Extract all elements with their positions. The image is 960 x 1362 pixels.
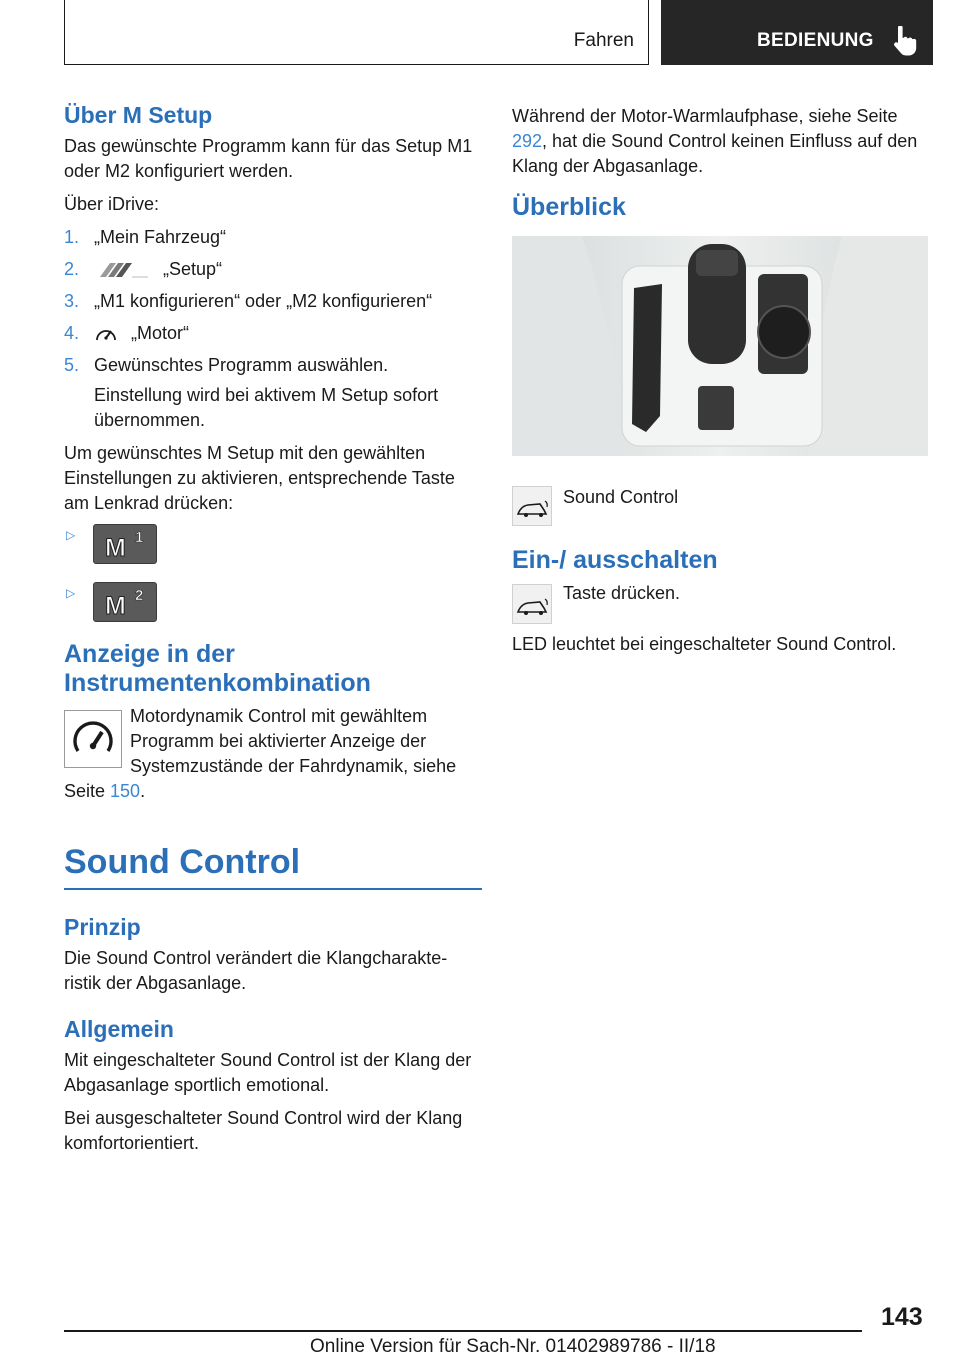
heading-overview: Überblick (512, 193, 626, 221)
header-section-label: Fahren (573, 30, 634, 51)
pointing-hand-icon (892, 26, 918, 56)
principle-text: Die Sound Control verändert die Klangcharakte-ristik der Abgasanlage. (64, 947, 448, 993)
sound-control-icon (512, 486, 552, 526)
header-chapter-tab (661, 0, 933, 65)
m-stripes-icon (94, 262, 150, 278)
step-item (64, 289, 482, 314)
engine-dynamics-icon (94, 323, 118, 345)
page-link-150[interactable]: 150 (110, 781, 141, 801)
section-rule (64, 888, 482, 890)
step-number: 2. (64, 259, 80, 279)
m1-base: M (105, 534, 126, 562)
m1-label-icon (94, 525, 158, 565)
step-number: 1. (64, 227, 80, 247)
engine-dynamics-large-icon (64, 710, 122, 768)
general-text-2: Bei ausgeschalteter Sound Control wird der Klang komfortorientiert. (64, 1107, 463, 1153)
setup-intro: Das gewünschte Programm kann für das Setup M1 oder M2 konfiguriert werden. (64, 136, 473, 181)
heading-sound-control: Sound Control (64, 843, 301, 881)
m2-button-item (64, 582, 482, 626)
m2-button-graphic (93, 582, 157, 622)
warmup-text-end: , hat die Sound Control keinen Einfluss auf den Klang der Abgasanlage. (512, 131, 918, 176)
header-section-tab (64, 0, 649, 65)
step-text: „Motor“ (131, 323, 190, 343)
page-link-292[interactable]: 292 (512, 131, 543, 151)
footer-rule (64, 1330, 862, 1332)
m2-base: M (105, 592, 126, 620)
heading-on-off: Ein-/ ausschalten (512, 546, 718, 574)
onoff-row (512, 581, 932, 632)
m2-label-icon (94, 583, 158, 623)
display-block (64, 704, 482, 804)
step-number: 3. (64, 291, 80, 311)
m1-button-item (64, 524, 482, 568)
idrive-steps (64, 225, 482, 378)
step-text: „Mein Fahrzeug“ (94, 227, 227, 247)
overview-caption: Sound Control (563, 487, 679, 507)
onoff-text: Taste drücken. (563, 583, 681, 603)
left-column (64, 100, 482, 1164)
triangle-bullet-icon: ▷ (66, 586, 76, 600)
step5-note: Einstellung wird bei aktivem M Setup sofort übernommen. (94, 385, 439, 430)
display-text-end: . (140, 781, 146, 801)
m1-sup: 1 (135, 529, 144, 546)
triangle-bullet-icon: ▷ (66, 528, 76, 542)
footer-text: Online Version für Sach-Nr. 01402989786 - II/18 (310, 1336, 716, 1357)
sound-control-icon (512, 584, 552, 624)
center-console-photo (512, 236, 928, 456)
step-number: 5. (64, 355, 80, 375)
idrive-label: Über iDrive: (64, 194, 160, 214)
step-text: „Setup“ (163, 259, 223, 279)
page-number: 143 (881, 1303, 923, 1331)
step-item (64, 257, 482, 282)
step-number: 4. (64, 323, 80, 343)
warmup-text: Während der Motor-Warmlaufphase, siehe Seite (512, 106, 898, 126)
heading-general: Allgemein (64, 1015, 174, 1042)
led-text: LED leuchtet bei eingeschalteter Sound Control. (512, 634, 897, 654)
heading-m-setup: Über M Setup (64, 102, 213, 128)
heading-principle: Prinzip (64, 913, 141, 940)
step-item (64, 225, 482, 250)
step-item (64, 353, 482, 378)
activate-text: Um gewünschtes M Setup mit den gewählten Einstellungen zu aktivieren, entsprechende Taste am Lenkrad drücken: (64, 443, 455, 513)
m1-button-graphic (93, 524, 157, 564)
step-text: Gewünschtes Programm auswählen. (94, 355, 389, 375)
right-column (512, 104, 932, 665)
header-chapter-label: BEDIENUNG (757, 30, 874, 51)
step-item (64, 321, 482, 346)
heading-display: Anzeige in der Instrumentenkombination (64, 640, 371, 697)
general-text-1: Mit eingeschalteter Sound Control ist der Klang der Abgasanlage sportlich emotional. (64, 1049, 472, 1095)
display-text: Motordynamik Control mit gewähltem Programm bei aktivierter Anzeige der Systemzustände der Fahrdynamik, siehe Seite (64, 706, 457, 801)
m2-sup: 2 (135, 587, 144, 604)
step-text: „M1 konfigurieren“ oder „M2 konfigurieren“ (94, 291, 433, 311)
overview-caption-row (512, 483, 932, 534)
